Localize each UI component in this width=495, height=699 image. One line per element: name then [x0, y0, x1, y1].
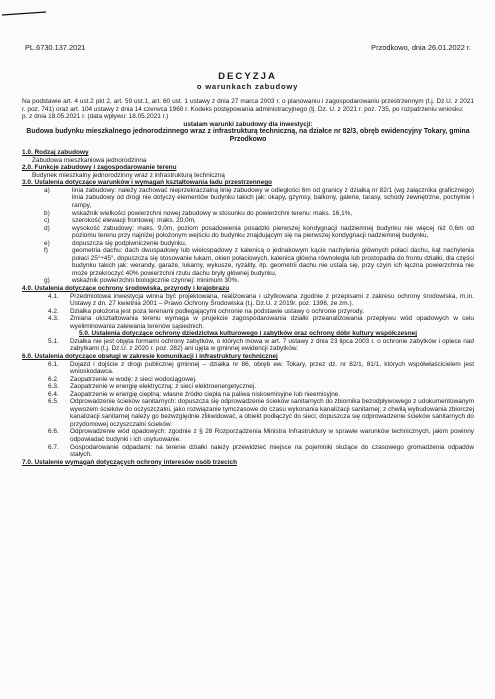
section-6-list [22, 361, 474, 459]
legal-basis-paragraph: Na podstawie art. 4 ust.2 pkt 2, art. 59 ust.1, art. 60 ust. 1 ustawy z dnia 27 marca 2003 r. o planowaniu i zagospodarowaniu przestrzennym (t.j. Dz.U. z 2021 r. poz. 741) oraz art. 104 ustawy z dnia 14 czerwca 1960 r. Kodeks postępowania administracyjnego (tj. Dz. U. z 2021 r. poz. 735, po rozpatrzeniu wniosku: [22, 98, 474, 113]
section-3-list [22, 187, 474, 285]
section-4-heading: 4.0. Ustalenia dotyczące ochrony środowiska, przyrody i krajobrazu [22, 285, 230, 293]
list-item: 6.6. Odprowadzenie wód opadowych: zgodnie z § 28 Rozporządzenia Ministra Infrastruktury w sprawie warunków technicznych, jakim powinny odpowiadać budynki i ich usytuowanie. [48, 428, 474, 443]
list-item: f) geometria dachu: dach dwuspadowy lub wielospadowy z kalenicą o jednakowym kącie nachylenia głównych połaci dachu, kąt nachylenia połaci 25°÷45°, dopuszcza się stosowanie lukarn, okien połaciowych, kalenica główna równoległa lub prostopadła do frontu działki, dla części budynku takich jak: werandy, garaże, lukarny, wykusze, ryzality, itp. geometrii dachu nie ustala się, przy czym ich łączna powierzchnia nie może przekroczyć 40% powierzchni rzutu dachu bryły głównej budynku, [44, 247, 474, 277]
section-2-heading: 2.0. Funkcje zabudowy i zagospodarowanie terenu [22, 164, 177, 172]
section-1-heading: 1.0. Rodzaj zabudowy [22, 149, 89, 157]
list-item: b) wskaźnik wielkości powierzchni nowej zabudowy w stosunku do powierzchni terenu: maks. 16,1%, [44, 209, 353, 217]
document-body [22, 98, 474, 466]
section-6-heading: 6.0. Ustalenia dotyczące obsługi w zakresie komunikacji i infrastruktury technicznej [22, 352, 278, 360]
list-item: 6.2. Zaopatrzenie w wodę: z sieci wodociągowej. [48, 375, 197, 383]
list-item: a) linia zabudowy: należy zachować nieprzekraczalną linię zabudowy w odległości 6m od granicy z działką nr 82/1 (wg załącznika graficznego) linia zabudowy od drogi nie dotyczy elementów budynku takich jak: okapy, gzymsy, balkony, galerie, tarasy, schody zewnętrzne, pochylnie i rampy, [44, 186, 474, 210]
list-item: e) dopuszcza się podpiwniczenie budynku, [44, 239, 187, 247]
applicant-line: p. z dnia 18.05.2021 r. (data wpływu: 18.05.2021 r.) [22, 113, 169, 121]
list-item: g) wskaźnik powierzchni biologicznie czynnej: minimum 30%. [44, 277, 240, 285]
list-item: 6.1. Dojazd i dojście z drogi publicznej gminnej – działka nr 86, obręb ew. Tokary, przez dz. nr 82/1, 81/1, których współwłaścicielem jest wnioskodawca. [48, 360, 474, 376]
document-subtitle: o warunkach zabudowy [196, 82, 299, 91]
section-7-heading: 7.0. Ustalenie wymagań dotyczących ochrony interesów osób trzecich [22, 458, 238, 466]
list-item: 4.3. Zmiana ukształtowania terenu wymaga w projekcie zagospodarowania działki przeanalizowania przepływu wód opadowych w celu wyeliminowania zalewania terenów sąsiednich. [48, 315, 474, 330]
section-4-list [22, 293, 474, 331]
section-5-heading: 5.0. Ustalenia dotyczące ochrony dziedzictwa kulturowego i zabytków oraz ochrony dóbr kultury współczesnej [78, 330, 418, 338]
list-item: 6.4. Zaopatrzenie w energię cieplną: własne źródło ciepła na paliwa niskoemisyjne lub nieemisyjne. [48, 390, 341, 398]
case-reference: PL.6730.137.2021 [25, 43, 86, 52]
document-title: DECYZJA [218, 71, 277, 82]
list-item: 5.1. Działka nie jest objęta formami ochrony zabytków, o których mowa w art. 7 ustawy z dnia 23 lipca 2003 r. o ochronie zabytków i opiece nad zabytkami (t.j. Dz.U. z 2020 r. poz. 282) ani ujęta w gminnej ewidencji zabytków. [48, 337, 474, 353]
section-1-text: Zabudowa mieszkaniowa jednorodzinna [32, 156, 147, 164]
section-5-list [22, 338, 474, 353]
list-item: 6.7. Gospodarowanie odpadami: na terenie działki należy przewidzieć miejsce na pojemniki służące do czasowego gromadzenia odpadów stałych. [48, 443, 474, 459]
section-3-heading: 3.0. Ustalenia dotyczące warunków i wymagań kształtowania ładu przestrzennego [22, 179, 273, 187]
list-item: 4.1. Przedmiotowa inwestycja winna być projektowana, realizowana i użytkowana zgodnie z przepisami z zakresu ochrony środowiska, m.in. Ustawy z dn. 27 kwietnia 2001 – Prawo Ochrony Środowiska (t.j. Dz.U. z 2019r. poz. 1396, ze zm.). [48, 292, 474, 308]
list-item: 4.2. Działka położona jest poza terenami podlegającymi ochronie na podstawie ustawy o ochronie przyrody. [48, 307, 365, 315]
list-item: 6.5. Odprowadzenie ścieków sanitarnych: dopuszcza się odprowadzenie ścieków sanitarnych do zbiornika bezodpływowego z udokumentowanym wywozem ścieków do oczyszczalni, jako rozwiązanie tymczasowe do czasu wykonania kanalizacji sanitarnej; z chwilą wybudowania zbiorczej kanalizacji sanitarnej należy go bezwzględnie zlikwidować, a obiekt podłączyć do sieci; dopuszcza się odprowadzenie ścieków sanitarnych do przydomowej oczyszczalni ścieków. [48, 398, 474, 428]
decision-line: ustalam warunki zabudowy dla inwestycji: [183, 120, 313, 128]
section-2-text: Budynek mieszkalny jednorodzinny wraz z infrastrukturą techniczną [32, 171, 225, 179]
list-item: 6.3. Zaopatrzenie w energię elektryczną: z sieci elektroenergetycznej. [48, 383, 257, 391]
pen-stroke-mark [0, 6, 48, 20]
list-item: c) szerokość elewacji frontowej: maks. 20,0m, [44, 217, 196, 225]
investment-description: Budowa budynku mieszkalnego jednorodzinnego wraz z infrastrukturą techniczną, na działce nr 82/3, obręb ewidencyjny Tokary, gmina Przodkowo [26, 128, 470, 144]
list-item: d) wysokość zabudowy: maks. 9,0m, poziom posadowienia posadzki pierwszej kondygnacji nadziemnej budynku nie więcej niż 0,6m od poziomu terenu przy najniżej położonym wejściu do budynku znajdującym się na pierwszej kondygnacji nadziemnej budynku, [44, 224, 474, 240]
place-and-date: Przodkowo, dnia 26.01.2022 r. [371, 43, 471, 52]
